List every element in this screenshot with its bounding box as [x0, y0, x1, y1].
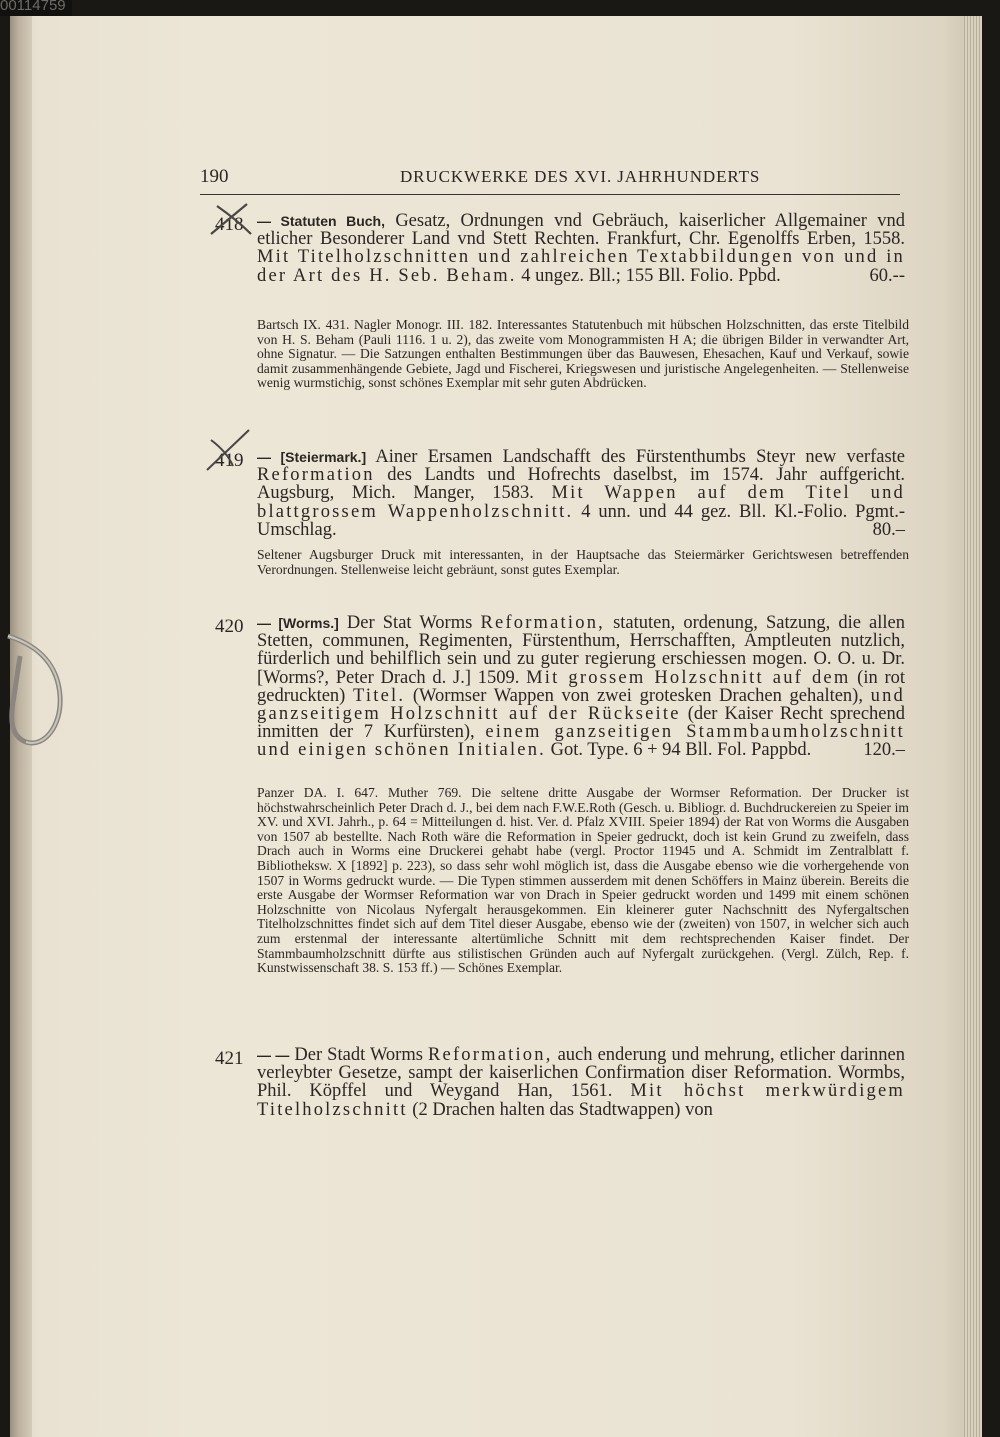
paper-clip-icon	[0, 626, 72, 756]
entry-note: Bartsch IX. 431. Nagler Monogr. III. 182. Interessantes Statutenbuch mit hübschen Holzschnitten, das erste Titelbild von H. S. Beham (Pauli 1116. 1 u. 2), das zweite vom Monogrammisten H A; die übrigen Bilder in verwandter Art, ohne Signatur. — Die Satzungen enthalten Bestimmungen über das Bauwesen, Ehesachen, Kauf und Verkauf, sowie damit zusammenhängende Gebiete, Jagd und Fischerei, Kriegswesen und juristische Angelegenheiten. — Stellenweise wenig wurmstichig, sonst schönes Exemplar mit sehr guten Abdrücken.	[257, 317, 909, 391]
entry-keyword: — [Steiermark.]	[257, 449, 367, 465]
pencil-cross-mark	[203, 426, 255, 474]
pencil-cross-mark	[207, 200, 257, 240]
entry-body: — — Der Stadt Worms Reformation, auch enderung und mehrung, etlicher darinnen verleybter Gesetze, sampt der kaiserlichen Confirmation diser Reformation. Wormbs, Phil. Köpffel und Weygand Han, 1561. Mit höchst merkwürdigem Titelholzschnitt (2 Drachen halten das Stadtwappen) von	[257, 1045, 906, 1120]
book-page	[10, 16, 982, 1437]
entry-number: 419	[215, 450, 244, 471]
entry-price: 120.–	[863, 740, 905, 761]
page-number: 190	[200, 166, 229, 187]
entry-body: — [Steiermark.] Ainer Ersamen Landschafft des Fürstenthumbs Steyr new verfaste Reformation des Landts und Hofrechts daselbst, im 1574. Jahr auffgericht. Augsburg, Mich. Manger, 1583. Mit Wappen auf dem Titel und blattgrossem Wappenholzschnitt. 4 unn. und 44 gez. Bll. Kl.-Folio. Pgmt.-Umschlag. 80.–	[257, 447, 906, 540]
entry-note: Panzer DA. I. 647. Muther 769. Die seltene dritte Ausgabe der Wormser Reformation. Der Drucker ist höchstwahrscheinlich Peter Drach d. J., bei dem nach F.W.E.Roth (Gesch. u. Bibliogr. d. Buchdruckereien zu Speier im XV. und XVI. Jahrh., p. 64 = Mitteilungen d. hist. Ver. d. Pfalz XVIII. Speier 1894) der Rat von Worms die Ausgaben von 1507 ab bestellte. Nach Roth wäre die Reformation in Speier gedruckt, doch ist kein Grund zu zweifeln, dass Drach auch in Worms eine Druckerei gehabt habe (vergl. Proctor 11945 und A. Schmidt im Zentralblatt f. Bibliotheksw. X [1892] p. 223), so dass sehr wohl möglich ist, dass die Ausgabe ebenso wie die vorhergehende von 1507 in Worms gedruckt wurde. — Die Typen stimmen ausserdem mit denen Schöffers in Mainz überein. Bereits die erste Ausgabe der Wormser Reformation war von Drach in Speier gedruckt worden und 1499 mit einem schönen Holzschnitte von Nicolaus Nyfergalt herausgekommen. Ein kleinerer guter Nachschnitt des Nyfergaltschen Titelholzschnittes findet sich auf dem Titel dieser Ausgabe, ebenso wie der (zweiten) von 1507, in welcher sich auch zum erstenmal der interessante altertümliche Schnitt mit dem rechtsprechenden Kaiser findet. Der Stammbaumholzschnitt dürfte aus stilistischen Gründen auch auf Nyfergalt zurückgehen. (Vergl. Zülch, Rep. f. Kunstwissenschaft 38. S. 153 ff.) — Schönes Exemplar.	[257, 785, 909, 976]
entry-note: Seltener Augsburger Druck mit interessanten, in der Hauptsache das Steiermärker Gerichtswesen betreffenden Verordnungen. Stellenweise leicht gebräunt, sonst gutes Exemplar.	[257, 547, 909, 577]
header-rule	[200, 194, 900, 195]
running-title: DRUCKWERKE DES XVI. JAHRHUNDERTS	[400, 167, 761, 186]
entry-number: 418	[215, 214, 244, 235]
entry-number: 421	[215, 1048, 244, 1069]
archive-shelfmark: 00114759	[0, 0, 72, 16]
entry-price: 60.--	[869, 265, 905, 286]
entry-keyword: — [Worms.]	[257, 615, 339, 631]
page-edges	[964, 16, 982, 1437]
page-header	[200, 166, 900, 196]
entry-body: — [Worms.] Der Stat Worms Reformation, statuten, ordenung, Satzung, die allen Stetten, communen, Regimenten, Fürstenthum, Herrschafften, Amptleuten nutzlich, fürderlich und behilflich sein und zu guter regierung erschiessen mogen. O. O. u. Dr. [Worms?, Peter Drach d. J.] 1509. Mit grossem Holzschnitt auf dem (in rot gedruckten) Titel. (Wormser Wappen von zwei grotesken Drachen gehalten), und ganzseitigem Holzschnitt auf der Rückseite (der Kaiser Recht sprechend inmitten der 7 Kurfürsten), einem ganzseitigen Stammbaumholzschnitt und einigen schönen Initialen. Got. Type. 6 + 94 Bll. Fol. Pappbd. 120.–	[257, 613, 906, 761]
entry-keyword: — —	[257, 1047, 290, 1063]
entry-price: 80.–	[872, 519, 905, 540]
entry-body: — Statuten Buch, Gesatz, Ordnungen vnd Gebräuch, kaiserlicher Allgemainer vnd etlicher Besonderer Land vnd Stett Rechten. Frankfurt, Chr. Egenolffs Erben, 1558. Mit Titelholzschnitten und zahlreichen Textabbildungen von und in der Art des H. Seb. Beham. 4 ungez. Bll.; 155 Bll. Folio. Ppbd. 60.--	[257, 211, 906, 286]
entry-keyword: — Statuten Buch,	[257, 213, 386, 229]
entry-number: 420	[215, 616, 244, 637]
